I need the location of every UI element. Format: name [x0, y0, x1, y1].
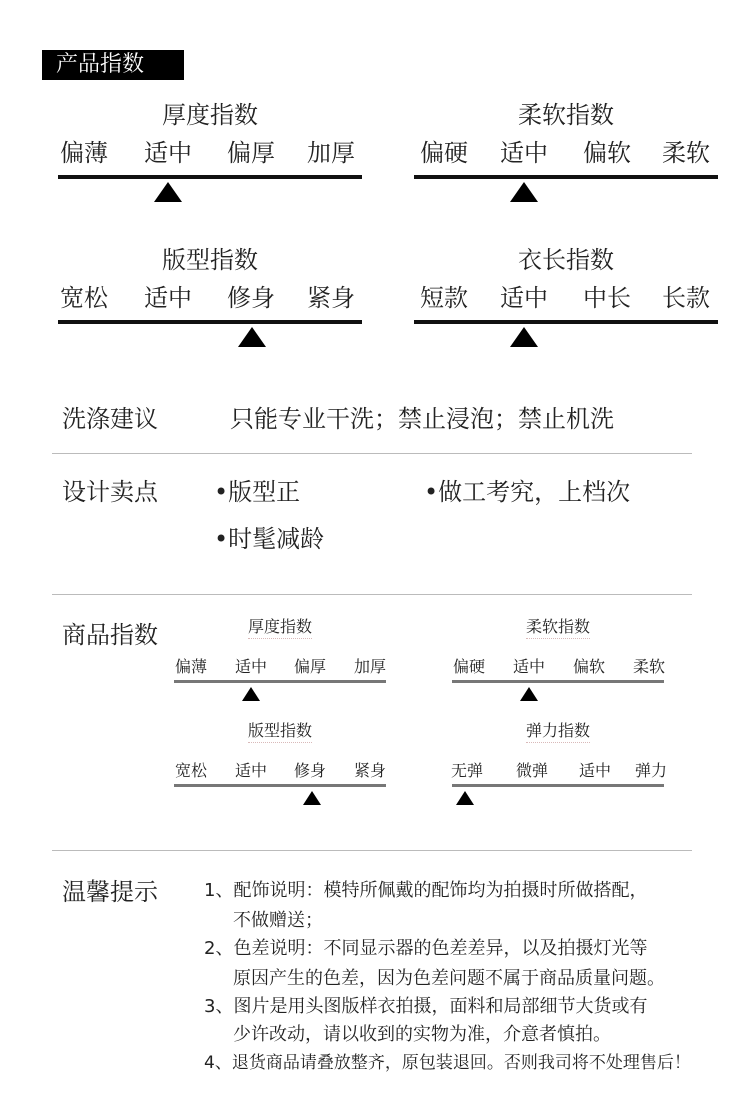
tip-line: 原因产生的色差，因为色差问题不属于商品质量问题。: [233, 968, 665, 989]
scale-option: 偏厚: [293, 657, 326, 676]
scale-title: 弹力指数: [526, 721, 590, 743]
scale-option: 偏厚: [227, 139, 275, 167]
scale-option: 偏薄: [60, 139, 108, 167]
scale-option: 紧身: [353, 761, 386, 780]
scale-option: 适中: [234, 761, 267, 780]
scale-option: 偏硬: [420, 139, 468, 167]
scale-option: 偏硬: [452, 657, 485, 676]
scale-title: 厚度指数: [162, 101, 258, 129]
scale-option: 柔软: [662, 139, 710, 167]
tip-line: 1、配饰说明：模特所佩戴的配饰均为拍摄时所做搭配，: [204, 880, 648, 901]
scale-title: 版型指数: [248, 721, 312, 743]
tips-label: 温馨提示: [62, 878, 158, 906]
scale-bar: [58, 175, 362, 179]
scale-title: 柔软指数: [526, 617, 590, 639]
design-label: 设计卖点: [62, 478, 158, 506]
washing-label: 洗涤建议: [62, 405, 158, 433]
scale-option: 微弹: [515, 761, 548, 780]
small-thickness-scale: [174, 617, 386, 697]
divider: [52, 850, 692, 851]
scale-marker-triangle-icon: [242, 687, 260, 701]
scale-option: 修身: [227, 284, 275, 312]
scale-option: 修身: [293, 761, 326, 780]
scale-bar: [174, 784, 386, 787]
scale-marker-triangle-icon: [520, 687, 538, 701]
scale-option: 适中: [500, 284, 548, 312]
divider: [52, 594, 692, 595]
scale-marker-triangle-icon: [154, 182, 182, 202]
scale-option: 加厚: [307, 139, 355, 167]
scale-option: 适中: [512, 657, 545, 676]
scale-marker-triangle-icon: [303, 791, 321, 805]
tip-line: 4、退货商品请叠放整齐，原包装退回。否则我司将不处理售后！: [204, 1053, 691, 1073]
scale-option: 适中: [578, 761, 611, 780]
scale-option: 偏软: [572, 657, 605, 676]
scale-option: 长款: [662, 284, 710, 312]
scale-option: 中长: [583, 284, 631, 312]
scale-option: 短款: [420, 284, 468, 312]
scale-marker-triangle-icon: [510, 182, 538, 202]
scale-option: 宽松: [60, 284, 108, 312]
design-point: •时髦减龄: [214, 525, 325, 553]
scale-option: 宽松: [174, 761, 207, 780]
length-scale: [414, 245, 718, 355]
scale-option: 无弹: [450, 761, 483, 780]
small-elasticity-scale: [450, 721, 667, 801]
scale-title: 柔软指数: [518, 101, 614, 129]
scale-option: 紧身: [307, 284, 355, 312]
scale-option: 适中: [234, 657, 267, 676]
tip-line: 3、图片是用头图版样衣拍摄，面料和局部细节大货或有: [204, 996, 648, 1017]
design-point: •做工考究，上档次: [424, 478, 631, 506]
washing-text: 只能专业干洗；禁止浸泡；禁止机洗: [230, 405, 614, 433]
scale-option: 偏薄: [174, 657, 207, 676]
scale-option: 适中: [500, 139, 548, 167]
tip-line: 少许改动，请以收到的实物为准，介意者慎拍。: [233, 1024, 611, 1045]
scale-bar: [58, 320, 362, 324]
scale-bar: [174, 680, 386, 683]
design-point: •版型正: [214, 478, 301, 506]
tip-line: 2、色差说明：不同显示器的色差差异，以及拍摄灯光等: [204, 938, 648, 959]
scale-title: 衣长指数: [518, 246, 614, 274]
scale-option: 适中: [144, 284, 192, 312]
divider: [52, 453, 692, 454]
small-softness-scale: [452, 617, 664, 697]
small-fit-scale: [174, 721, 386, 801]
section-banner-product-index: 产品指数: [42, 50, 184, 80]
scale-bar: [452, 784, 664, 787]
softness-scale: [414, 100, 718, 210]
scale-bar: [452, 680, 664, 683]
scale-bar: [414, 175, 718, 179]
scale-marker-triangle-icon: [238, 327, 266, 347]
scale-option: 柔软: [632, 657, 665, 676]
tip-line: 不做赠送；: [233, 910, 323, 931]
thickness-scale: [58, 100, 362, 210]
fit-scale: [58, 245, 362, 355]
scale-title: 厚度指数: [248, 617, 312, 639]
scale-marker-triangle-icon: [510, 327, 538, 347]
scale-marker-triangle-icon: [456, 791, 474, 805]
scale-option: 适中: [144, 139, 192, 167]
scale-bar: [414, 320, 718, 324]
scale-title: 版型指数: [162, 246, 258, 274]
goods-index-label: 商品指数: [62, 621, 158, 649]
scale-option: 加厚: [353, 657, 386, 676]
scale-option: 弹力: [634, 761, 667, 780]
scale-option: 偏软: [583, 139, 631, 167]
